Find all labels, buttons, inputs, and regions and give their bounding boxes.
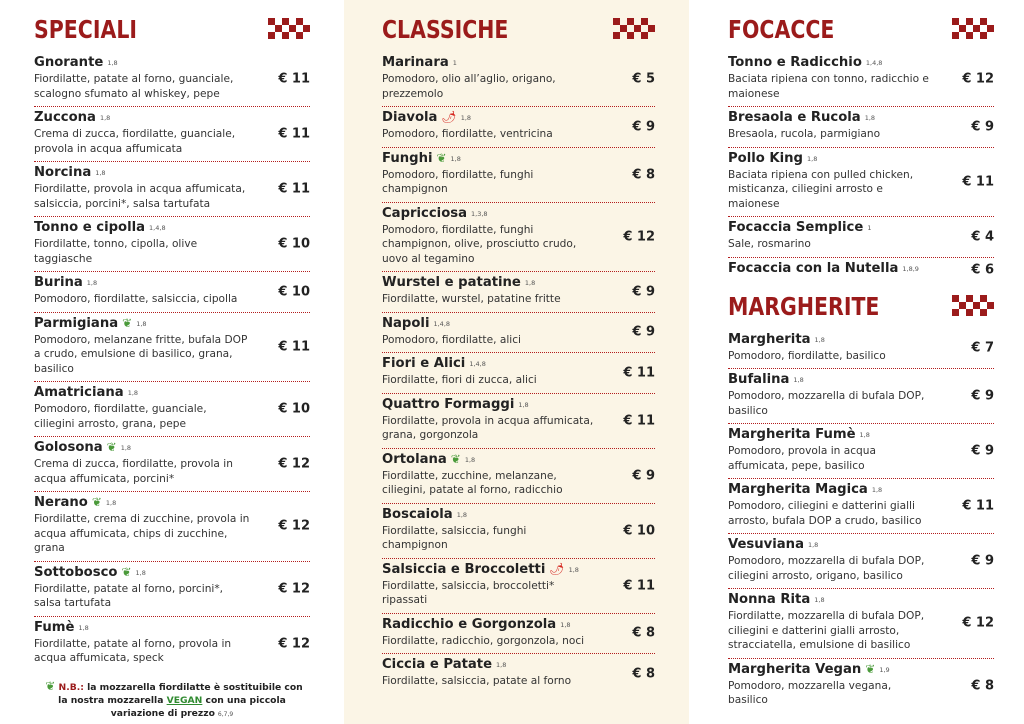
- item-description: Fiordilatte, patate al forno, provola in acqua affumicata, speck: [34, 637, 232, 664]
- item-price: € 11: [623, 578, 655, 593]
- checker-square: [987, 309, 994, 316]
- checker-square: [973, 25, 980, 32]
- section-title-margherite: MARGHERITE: [728, 291, 880, 321]
- leaf-icon: ❦: [45, 678, 56, 693]
- item-price: € 9: [632, 119, 655, 135]
- checker-square: [952, 25, 959, 32]
- item-price: € 9: [971, 443, 994, 459]
- menu-item-radicchio-e-gorgonzola: [382, 614, 655, 655]
- checker-square: [620, 18, 627, 25]
- item-name: Parmigiana ❦ 1,8: [34, 315, 147, 331]
- item-name: Fumè 1,8: [34, 619, 89, 635]
- menu-item-focaccia-con-la-nutella: [728, 258, 994, 283]
- checker-square: [966, 302, 973, 309]
- focacce-margherite-column: [689, 0, 1024, 724]
- item-description: Fiordilatte, tonno, cipolla, olive taggiasche: [34, 238, 198, 265]
- item-name: Focaccia Semplice 1: [728, 220, 872, 235]
- checker-square: [303, 32, 310, 39]
- leaf-icon: ❦: [91, 495, 102, 509]
- checker-square: [275, 32, 282, 39]
- item-name: Fiori e Alici 1,4,8: [382, 356, 486, 371]
- item-allergens: 1,8: [807, 154, 818, 163]
- checker-square: [980, 309, 987, 316]
- checker-pattern-icon: [952, 18, 994, 39]
- menu-item-golosona: [34, 437, 310, 492]
- checker-square: [952, 18, 959, 25]
- item-allergens: 1,8: [464, 455, 476, 464]
- checker-square: [303, 25, 310, 32]
- item-allergens: 1,8: [807, 541, 819, 549]
- checker-square: [980, 25, 987, 32]
- leaf-icon: ❦: [436, 150, 447, 165]
- item-description: Crema di zucca, fiordilatte, guanciale, provola in acqua affumicata: [34, 128, 236, 155]
- note-text-part1: la mozzarella fiordilatte è sostituibile con la nostra mozzarella: [58, 681, 303, 706]
- section-title-focacce: FOCACCE: [728, 15, 835, 44]
- item-allergens: 1,8: [814, 335, 825, 344]
- checker-square: [296, 32, 303, 39]
- item-description: Pomodoro, fiordilatte, salsiccia, cipolla: [34, 293, 238, 305]
- item-allergens: 1,8: [814, 596, 825, 604]
- item-price: € 12: [278, 456, 310, 472]
- item-price: € 10: [278, 236, 310, 252]
- checker-square: [620, 32, 627, 39]
- checker-pattern-icon: [268, 18, 310, 39]
- item-allergens: 1,4,8: [865, 59, 883, 67]
- item-allergens: 1,8: [127, 389, 139, 397]
- checker-square: [303, 18, 310, 25]
- menu-item-wurstel-e-patatine: [382, 272, 655, 313]
- item-description: Fiordilatte, radicchio, gorgonzola, noci: [382, 634, 585, 647]
- item-price: € 9: [971, 119, 994, 135]
- item-name: Marinara 1: [382, 55, 457, 70]
- item-name: Pollo King 1,8: [728, 150, 818, 166]
- item-price: € 11: [623, 365, 655, 381]
- item-name: Burina 1,8: [34, 275, 98, 290]
- checker-square: [296, 25, 303, 32]
- menu-item-bresaola-e-rucola: [728, 107, 994, 148]
- item-description: Pomodoro, melanzane fritte, bufala DOP a crudo, emulsione di basilico, grana, basilico: [34, 333, 248, 375]
- item-description: Pomodoro, fiordilatte, alici: [382, 333, 521, 346]
- item-price: € 11: [623, 413, 655, 428]
- checker-square: [282, 18, 289, 25]
- item-price: € 10: [623, 523, 655, 538]
- checker-square: [966, 295, 973, 302]
- item-allergens: 1,8: [450, 154, 461, 163]
- checker-square: [987, 302, 994, 309]
- item-name: Radicchio e Gorgonzola 1,8: [382, 616, 571, 632]
- menu-item-funghi: [382, 148, 655, 203]
- item-name: Tonno e Radicchio 1,4,8: [728, 55, 883, 70]
- note-allergens: 6,7,9: [217, 710, 234, 718]
- checker-square: [959, 302, 966, 309]
- checker-square: [980, 18, 987, 25]
- checker-square: [289, 18, 296, 25]
- menu-item-tonno-e-cipolla: [34, 217, 310, 272]
- item-description: Fiordilatte, patate al forno, guanciale, scalogno sfumato al whiskey, pepe: [34, 73, 234, 100]
- item-name: Golosona ❦ 1,8: [34, 440, 132, 455]
- menu-item-napoli: [382, 313, 655, 354]
- chili-icon: 🌶: [441, 110, 457, 124]
- item-description: Pomodoro, fiordilatte, guanciale, ciliegini arrosto, grana, pepe: [34, 403, 207, 430]
- checker-square: [966, 32, 973, 39]
- item-name: Focaccia con la Nutella 1,8,9: [728, 260, 919, 276]
- item-allergens: 1,8: [518, 400, 529, 409]
- item-name: Nerano ❦ 1,8: [34, 495, 117, 510]
- checker-square: [959, 295, 966, 302]
- item-price: € 9: [632, 324, 655, 340]
- checker-square: [973, 32, 980, 39]
- vegan-note: [34, 680, 310, 721]
- item-description: Fiordilatte, mozzarella di bufala DOP, ciliegini e datterini gialli arrosto, stracciatella, emulsione di basilico: [728, 610, 925, 651]
- item-price: € 4: [971, 229, 994, 245]
- item-price: € 11: [278, 71, 310, 87]
- item-name: Norcina 1,8: [34, 165, 106, 180]
- checker-square: [634, 18, 641, 25]
- item-price: € 8: [632, 167, 655, 182]
- section-header-classiche: [382, 14, 655, 46]
- item-name: Bufalina 1,8: [728, 372, 804, 387]
- item-price: € 10: [278, 401, 310, 417]
- section-header-speciali: [34, 14, 310, 46]
- section-header-focacce: [728, 14, 994, 46]
- item-allergens: 1,8: [135, 568, 146, 577]
- menu-item-margherita-vegan: [728, 659, 994, 713]
- menu-item-norcina: [34, 162, 310, 217]
- item-price: € 11: [962, 498, 994, 514]
- item-description: Pomodoro, olio all’aglio, origano, prezzemolo: [382, 73, 556, 100]
- checker-square: [980, 32, 987, 39]
- checker-square: [275, 18, 282, 25]
- item-name: Napoli 1,4,8: [382, 315, 451, 331]
- item-allergens: 1,8: [568, 565, 579, 574]
- item-name: Diavola 🌶 1,8: [382, 110, 472, 125]
- item-price: € 12: [623, 229, 655, 245]
- item-allergens: 1,8: [107, 59, 118, 67]
- checker-square: [641, 32, 648, 39]
- checker-square: [987, 295, 994, 302]
- item-allergens: 1,8: [859, 431, 870, 439]
- checker-square: [952, 302, 959, 309]
- checker-square: [952, 32, 959, 39]
- menu-item-margherita: [728, 329, 994, 370]
- item-allergens: 1,8: [524, 279, 536, 287]
- checker-square: [613, 25, 620, 32]
- leaf-icon: ❦: [106, 440, 117, 454]
- classiche-column: [344, 0, 689, 724]
- checker-square: [973, 18, 980, 25]
- checker-square: [296, 18, 303, 25]
- menu-item-fiori-e-alici: [382, 353, 655, 394]
- item-price: € 9: [632, 468, 655, 483]
- checker-square: [289, 32, 296, 39]
- item-description: Pomodoro, ciliegini e datterini gialli arrosto, bufala DOP a crudo, basilico: [728, 500, 922, 527]
- speciali-column: [0, 0, 344, 724]
- item-name: Margherita 1,8: [728, 331, 825, 347]
- item-description: Pomodoro, mozzarella di bufala DOP, basilico: [728, 390, 925, 417]
- item-name: Sottobosco ❦ 1,8: [34, 564, 146, 580]
- menu-item-boscaiola: [382, 504, 655, 559]
- menu-item-margherita-fume: [728, 424, 994, 479]
- menu-item-quattro-formaggi: [382, 394, 655, 449]
- item-description: Fiordilatte, fiori di zucca, alici: [382, 374, 537, 386]
- checker-square: [627, 32, 634, 39]
- item-description: Crema di zucca, fiordilatte, provola in acqua affumicata, porcini*: [34, 458, 233, 485]
- note-vegan-word: VEGAN: [166, 694, 203, 706]
- menu-item-margherita-magica: [728, 479, 994, 534]
- checker-square: [648, 32, 655, 39]
- menu-item-nerano: [34, 492, 310, 562]
- checker-square: [952, 295, 959, 302]
- menu-item-burina: [34, 272, 310, 313]
- item-allergens: 1,8: [560, 620, 571, 629]
- item-allergens: 1,4,8: [469, 360, 486, 368]
- section-header-margherite: [728, 291, 994, 323]
- item-allergens: 1,8: [99, 114, 111, 122]
- item-price: € 11: [962, 174, 994, 190]
- item-name: Tonno e cipolla 1,4,8: [34, 220, 166, 235]
- item-name: Wurstel e patatine 1,8: [382, 275, 536, 290]
- section-title-classiche: CLASSICHE: [382, 15, 509, 44]
- item-allergens: 1: [867, 224, 872, 232]
- item-allergens: 1,8,9: [902, 264, 919, 273]
- item-price: € 10: [278, 284, 310, 300]
- checker-square: [289, 25, 296, 32]
- menu-item-bufalina: [728, 369, 994, 424]
- checker-square: [275, 25, 282, 32]
- item-name: Bresaola e Rucola 1,8: [728, 110, 876, 125]
- checker-square: [959, 25, 966, 32]
- item-description: Fiordilatte, wurstel, patatine fritte: [382, 293, 561, 305]
- item-price: € 12: [278, 636, 310, 651]
- menu-item-zuccona: [34, 107, 310, 162]
- checker-square: [987, 32, 994, 39]
- item-name: Ortolana ❦ 1,8: [382, 451, 476, 467]
- item-name: Salsiccia e Broccoletti 🌶 1,8: [382, 561, 579, 577]
- checker-square: [966, 25, 973, 32]
- item-allergens: 1,9: [879, 665, 890, 674]
- checker-square: [641, 25, 648, 32]
- item-name: Margherita Fumè 1,8: [728, 427, 870, 442]
- item-name: Nonna Rita 1,8: [728, 592, 825, 607]
- item-allergens: 1,8: [793, 376, 804, 384]
- item-description: Pomodoro, fiordilatte, funghi champignon, olive, prosciutto crudo, uovo al tegamino: [382, 223, 577, 265]
- item-name: Ciccia e Patate 1,8: [382, 657, 507, 672]
- checker-square: [648, 25, 655, 32]
- item-description: Pomodoro, mozzarella di bufala DOP, ciliegini arrosto, origano, basilico: [728, 555, 925, 582]
- item-allergens: 1,3,8: [471, 209, 488, 218]
- item-allergens: 1,8: [86, 279, 98, 287]
- menu-item-amatriciana: [34, 382, 310, 437]
- item-description: Bresaola, rucola, parmigiano: [728, 128, 881, 140]
- item-allergens: 1,4,8: [149, 224, 166, 232]
- checker-square: [620, 25, 627, 32]
- item-allergens: 1,8: [95, 169, 106, 177]
- menu-item-diavola: [382, 107, 655, 148]
- item-price: € 12: [962, 71, 994, 87]
- menu-item-ciccia-e-patate: [382, 654, 655, 694]
- item-description: Fiordilatte, salsiccia, funghi champignon: [382, 524, 527, 551]
- item-description: Pomodoro, mozzarella vegana, basilico: [728, 679, 892, 706]
- checker-square: [987, 18, 994, 25]
- checker-square: [641, 18, 648, 25]
- checker-square: [966, 18, 973, 25]
- item-description: Sale, rosmarino: [728, 238, 811, 250]
- item-price: € 11: [278, 126, 310, 142]
- item-description: Fiordilatte, salsiccia, broccoletti* ripassati: [382, 579, 555, 606]
- item-allergens: 1,8: [496, 661, 507, 669]
- menu-item-nonna-rita: [728, 589, 994, 659]
- menu-item-sottobosco: [34, 562, 310, 617]
- item-allergens: 1: [452, 59, 457, 67]
- item-name: Boscaiola 1,8: [382, 506, 468, 522]
- checker-square: [980, 295, 987, 302]
- item-allergens: 1,8: [120, 444, 132, 452]
- item-allergens: 1,8: [136, 319, 147, 328]
- leaf-icon: ❦: [121, 564, 132, 579]
- item-price: € 12: [962, 615, 994, 631]
- item-price: € 8: [632, 625, 655, 641]
- checker-square: [282, 25, 289, 32]
- menu-item-salsiccia-e-broccoletti: [382, 559, 655, 614]
- checker-square: [627, 25, 634, 32]
- checker-pattern-icon: [952, 295, 994, 316]
- item-name: Margherita Vegan ❦ 1,9: [728, 661, 890, 677]
- menu-item-capricciosa: [382, 203, 655, 273]
- checker-square: [959, 309, 966, 316]
- checker-square: [959, 32, 966, 39]
- item-description: Pomodoro, fiordilatte, funghi champignon: [382, 168, 534, 195]
- checker-square: [648, 18, 655, 25]
- checker-square: [634, 32, 641, 39]
- menu-item-parmigiana: [34, 313, 310, 383]
- item-description: Fiordilatte, zucchine, melanzane, ciliegini, patate al forno, radicchio: [382, 469, 563, 496]
- checker-square: [613, 18, 620, 25]
- leaf-icon: ❦: [865, 661, 876, 676]
- checker-pattern-icon: [613, 18, 655, 39]
- item-description: Pomodoro, fiordilatte, basilico: [728, 349, 886, 362]
- item-description: Pomodoro, fiordilatte, ventricina: [382, 128, 553, 140]
- item-name: Amatriciana 1,8: [34, 385, 139, 400]
- item-description: Pomodoro, provola in acqua affumicata, pepe, basilico: [728, 445, 876, 472]
- checker-square: [987, 25, 994, 32]
- item-price: € 11: [278, 339, 310, 355]
- leaf-icon: ❦: [450, 451, 461, 466]
- menu-item-vesuviana: [728, 534, 994, 589]
- item-allergens: 1,8: [456, 510, 468, 519]
- item-name: Margherita Magica 1,8: [728, 482, 883, 497]
- item-price: € 9: [971, 388, 994, 404]
- item-description: Baciata ripiena con pulled chicken, misticanza, ciliegini arrosto e maionese: [728, 168, 914, 210]
- leaf-icon: ❦: [122, 315, 133, 330]
- item-description: Fiordilatte, patate al forno, porcini*, salsa tartufata: [34, 582, 224, 609]
- checker-square: [959, 18, 966, 25]
- item-allergens: 1,8: [460, 114, 472, 122]
- note-nb-label: N.B.:: [58, 681, 84, 693]
- checker-square: [613, 32, 620, 39]
- checker-square: [966, 309, 973, 316]
- checker-square: [980, 302, 987, 309]
- checker-square: [268, 32, 275, 39]
- item-allergens: 1,8: [78, 623, 89, 632]
- checker-square: [282, 32, 289, 39]
- item-name: Capricciosa 1,3,8: [382, 205, 488, 221]
- item-price: € 7: [971, 340, 994, 356]
- menu-item-pollo-king: [728, 148, 994, 218]
- checker-square: [627, 18, 634, 25]
- item-allergens: 1,4,8: [433, 319, 451, 328]
- checker-square: [973, 309, 980, 316]
- item-name: Funghi ❦ 1,8: [382, 150, 461, 166]
- checker-square: [634, 25, 641, 32]
- item-name: Quattro Formaggi 1,8: [382, 396, 529, 412]
- note-text-part2: con una piccola variazione di prezzo: [110, 694, 286, 719]
- item-allergens: 1,8: [105, 499, 117, 507]
- item-name: Gnorante 1,8: [34, 55, 118, 70]
- checker-square: [952, 309, 959, 316]
- checker-square: [973, 295, 980, 302]
- item-name: Vesuviana 1,8: [728, 537, 819, 552]
- item-description: Baciata ripiena con tonno, radicchio e maionese: [728, 73, 929, 100]
- menu-item-gnorante: [34, 52, 310, 107]
- menu-item-tonno-e-radicchio: [728, 52, 994, 107]
- item-allergens: 1,8: [871, 486, 883, 494]
- menu-item-fume: [34, 617, 310, 671]
- item-price: € 9: [632, 284, 655, 300]
- checker-square: [268, 25, 275, 32]
- checker-square: [268, 18, 275, 25]
- item-name: Zuccona 1,8: [34, 110, 111, 125]
- item-price: € 5: [632, 71, 655, 87]
- chili-icon: 🌶: [549, 561, 565, 576]
- item-price: € 8: [971, 678, 994, 693]
- menu-item-marinara: [382, 52, 655, 107]
- item-description: Fiordilatte, salsiccia, patate al forno: [382, 675, 572, 687]
- item-price: € 8: [632, 666, 655, 682]
- menu-item-ortolana: [382, 449, 655, 504]
- section-title-speciali: SPECIALI: [34, 15, 138, 44]
- item-allergens: 1,8: [864, 114, 876, 122]
- item-description: Fiordilatte, provola in acqua affumicata, grana, gorgonzola: [382, 414, 594, 441]
- item-price: € 12: [278, 518, 310, 534]
- item-price: € 6: [971, 262, 994, 278]
- item-description: Fiordilatte, crema di zucchine, provola in acqua affumicata, chips di zucchine, grana: [34, 513, 250, 554]
- menu-item-focaccia-semplice: [728, 217, 994, 258]
- checker-square: [973, 302, 980, 309]
- item-price: € 9: [971, 553, 994, 569]
- item-price: € 11: [278, 181, 310, 197]
- item-price: € 12: [278, 581, 310, 596]
- item-description: Fiordilatte, provola in acqua affumicata, salsiccia, porcini*, salsa tartufata: [34, 183, 246, 210]
